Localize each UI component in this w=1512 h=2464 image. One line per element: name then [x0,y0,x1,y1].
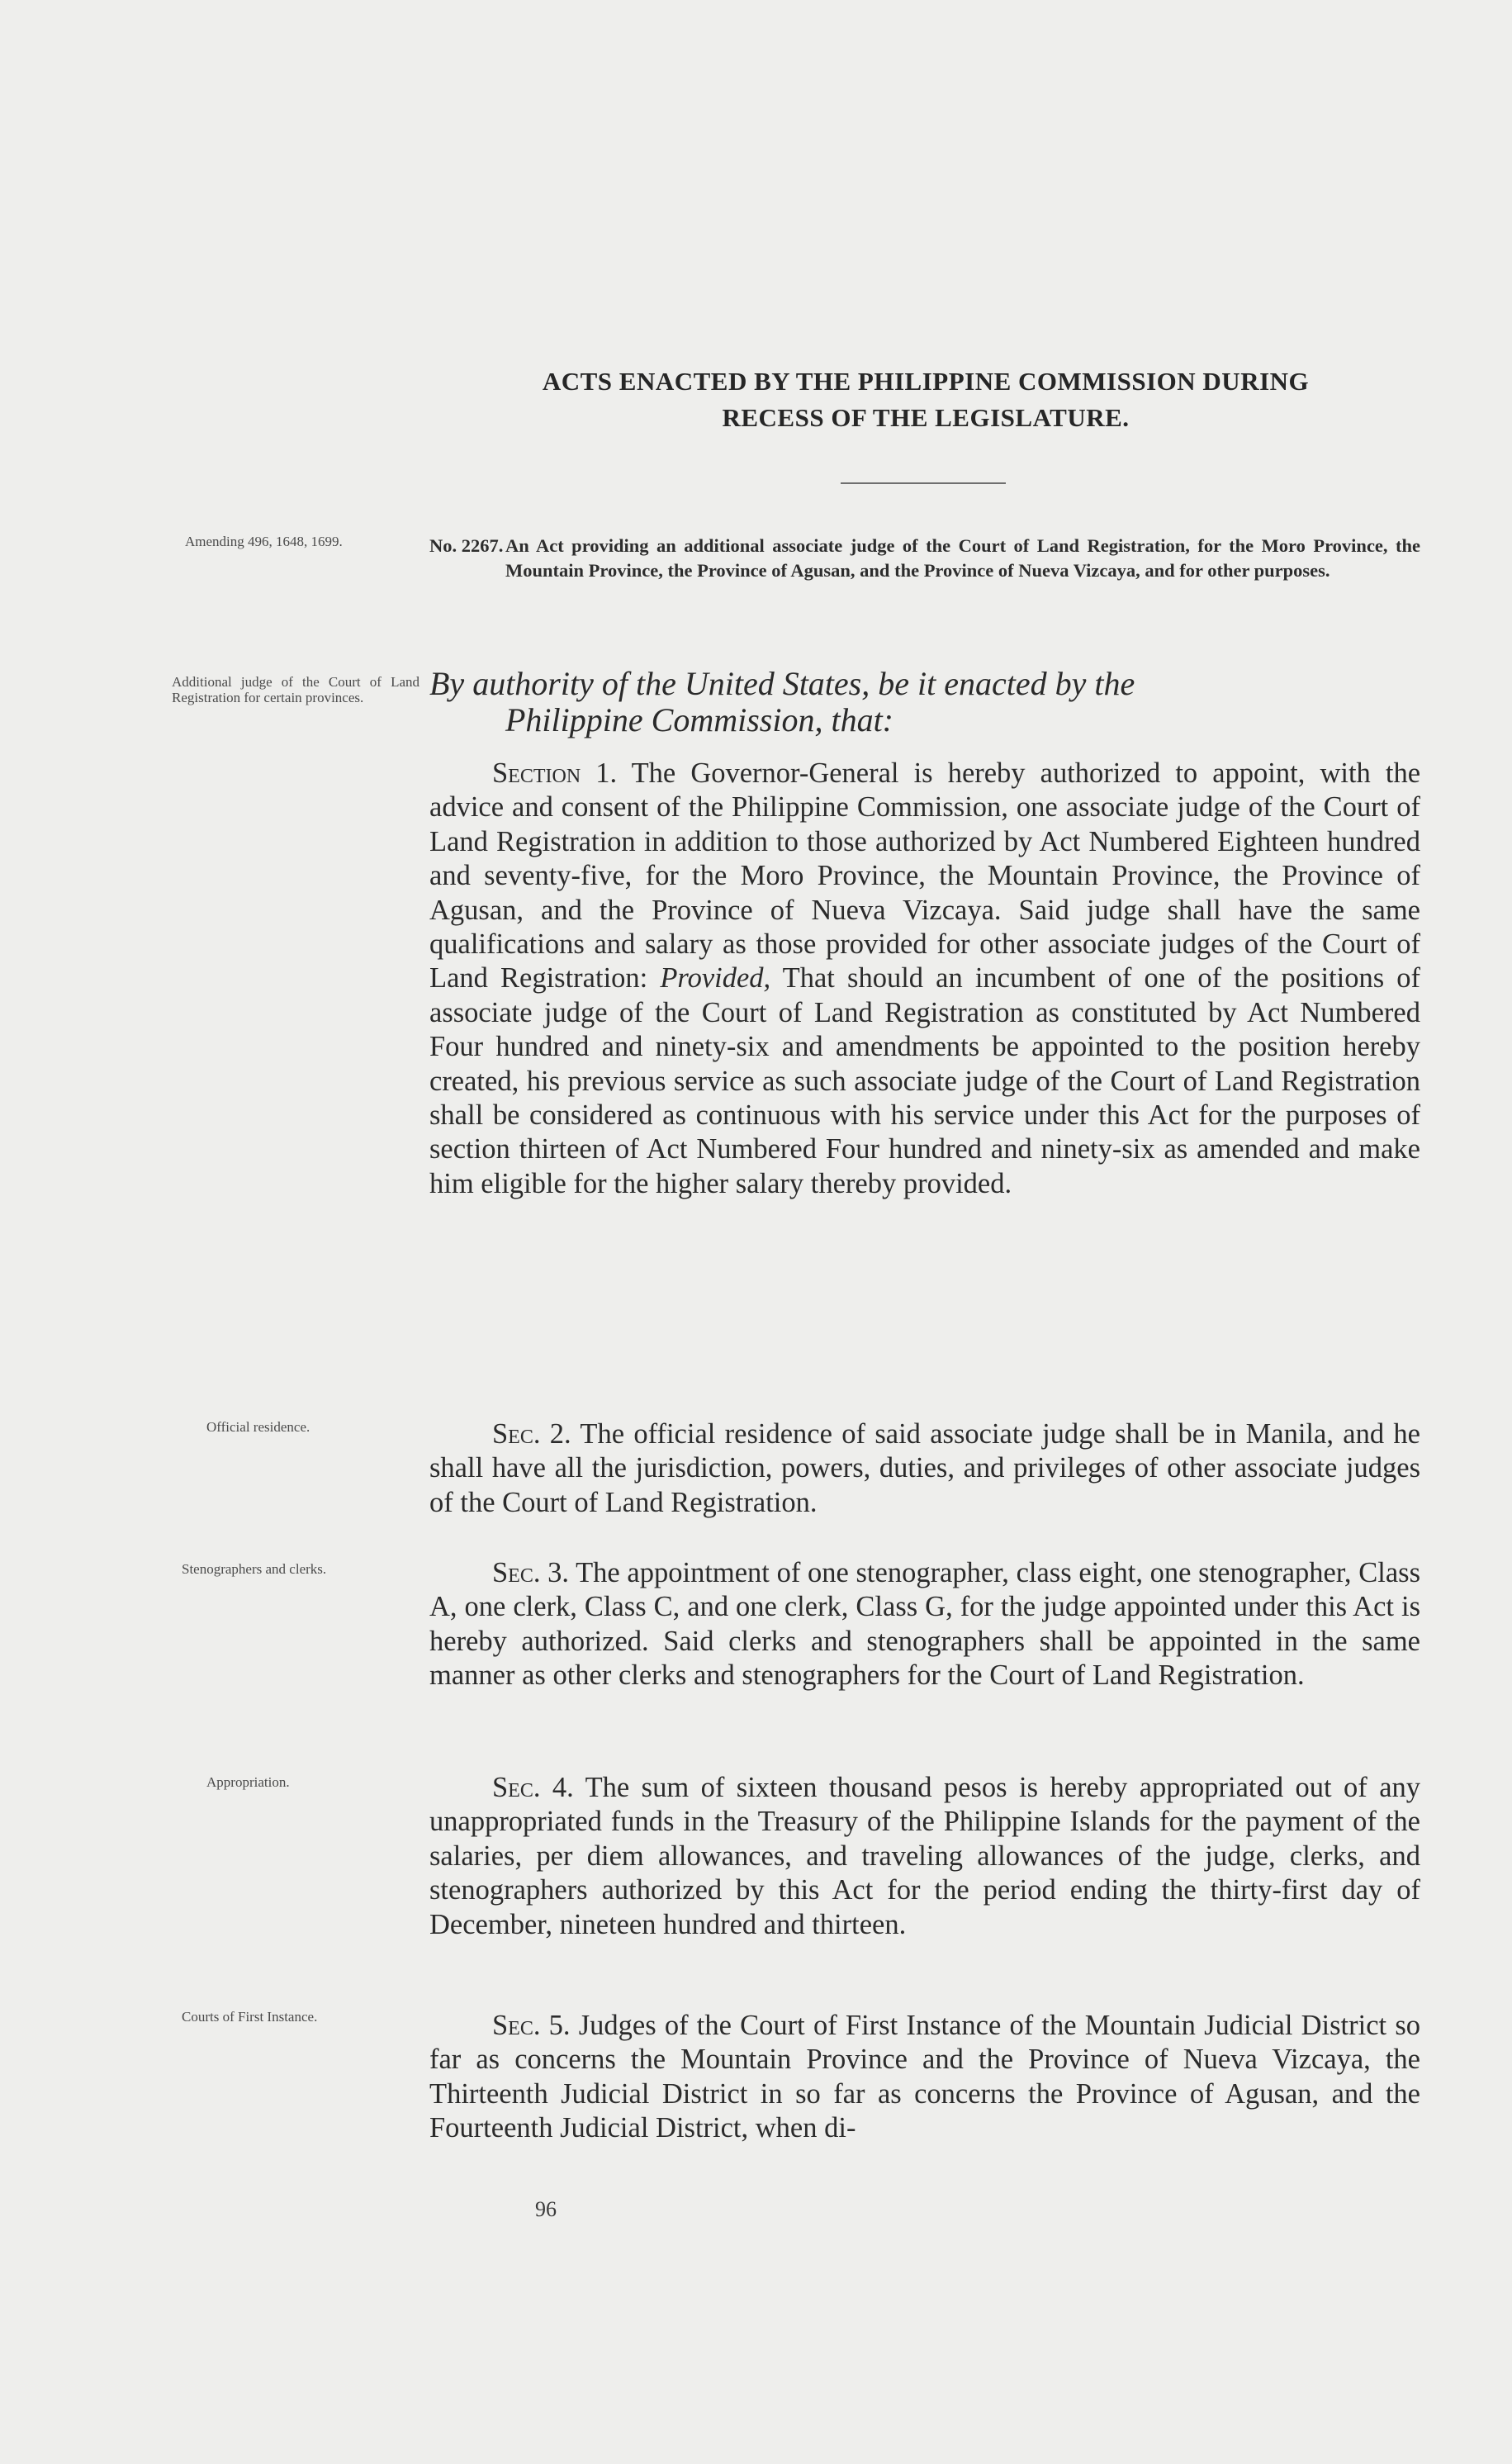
section-2-label: Sec. 2. [492,1418,571,1450]
heading-line-2: RECESS OF THE LEGISLATURE. [722,403,1130,432]
margin-note-appropriation: Appropriation. [206,1774,290,1790]
section-1-text-cont: That should an incumbent of one of the positions of associate judge of the Court of Land Registration as constituted by Act Numbered Four hundred and ninety-six and amendments be appointed to the position hereby created, his previous service as such associate judge of the Court of Land Registration shall be considered as continuous with his service under this Act for the purposes of section thirteen of Act Numbered Four hundred and ninety-six as amended and make him eligible for the higher salary thereby provided. [429,962,1420,1199]
section-2-text: The official residence of said associate judge shall be in Manila, and he shall have all the jurisdiction, powers, duties, and privileges of other associate judges of the Court of Land Registration. [429,1418,1420,1518]
section-3-text: The appointment of one stenographer, class eight, one stenographer, Class A, one clerk, Class C, and one clerk, Class G, for the judge appointed under this Act is hereby authorized. Said clerks and stenographers shall be appointed in the same manner as other clerks and stenographers for the Court of Land Registration. [429,1557,1420,1692]
page-heading [426,363,1425,436]
act-number: No. 2267. [429,535,504,556]
act-header [429,534,1420,583]
section-5 [429,2009,1420,2146]
section-3-label: Sec. 3. [492,1557,570,1588]
enacting-line-2: Philippine Commission, that: [505,701,893,738]
margin-note-stenographers: Stenographers and clerks. [182,1561,327,1577]
act-title: An Act providing an additional associate judge of the Court of Land Registration, for the Moro Province, the Mountain Province, the Province of Agusan, and the Province of Nueva Vizcaya, and for other purposes. [505,535,1420,581]
section-4-text: The sum of sixteen thousand pesos is hereby appropriated out of any unappropriated funds in the Treasury of the Philippine Islands for the payment of the salaries, per diem allowances, and traveling allowances of the judge, clerks, and stenographers authorized by this Act for the period ending the thirty-first day of December, nineteen hundred and thirteen. [429,1772,1421,1940]
margin-note-amending: Amending 496, 1648, 1699. [185,534,343,549]
heading-divider [841,482,1006,484]
section-1-text: The Governor-General is hereby authorized to appoint, with the advice and consent of the Philippine Commission, one associate judge of the Court of Land Registration in addition to those authorized by Act Numbered Eighteen hundred and seventy-five, for the Moro Province, the Mountain Province, the Province of Agusan, and the Province of Nueva Vizcaya. Said judge shall have the same qualifications and salary as those provided for other associate judges of the Court of Land Registration: [429,757,1421,995]
enacting-clause [429,666,1420,738]
page-number: 96 [535,2197,557,2221]
section-5-label: Sec. 5. [492,2010,571,2041]
section-5-text: Judges of the Court of First Instance of the Mountain Judicial District so far as concerns the Mountain Province and the Province of Nueva Vizcaya, the Thirteenth Judicial District in so far as concerns the Province of Agusan, and the Fourteenth Judicial District, when di- [429,2010,1420,2144]
section-3 [429,1556,1420,1693]
margin-note-courts-first-instance: Courts of First Instance. [182,2009,318,2025]
enacting-line-1: By authority of the United States, be it enacted by the [429,665,1135,702]
section-1-label: Section 1. [492,757,618,789]
section-4 [429,1771,1420,1942]
margin-note-additional-judge: Additional judge of the Court of Land Registration for certain provinces. [172,674,419,705]
section-1 [429,757,1420,1201]
section-4-label: Sec. 4. [492,1772,574,1803]
heading-line-1: ACTS ENACTED BY THE PHILIPPINE COMMISSION DURING [542,367,1310,396]
margin-note-official-residence: Official residence. [206,1419,310,1435]
section-1-proviso: Provided, [660,962,771,995]
section-2 [429,1417,1420,1520]
